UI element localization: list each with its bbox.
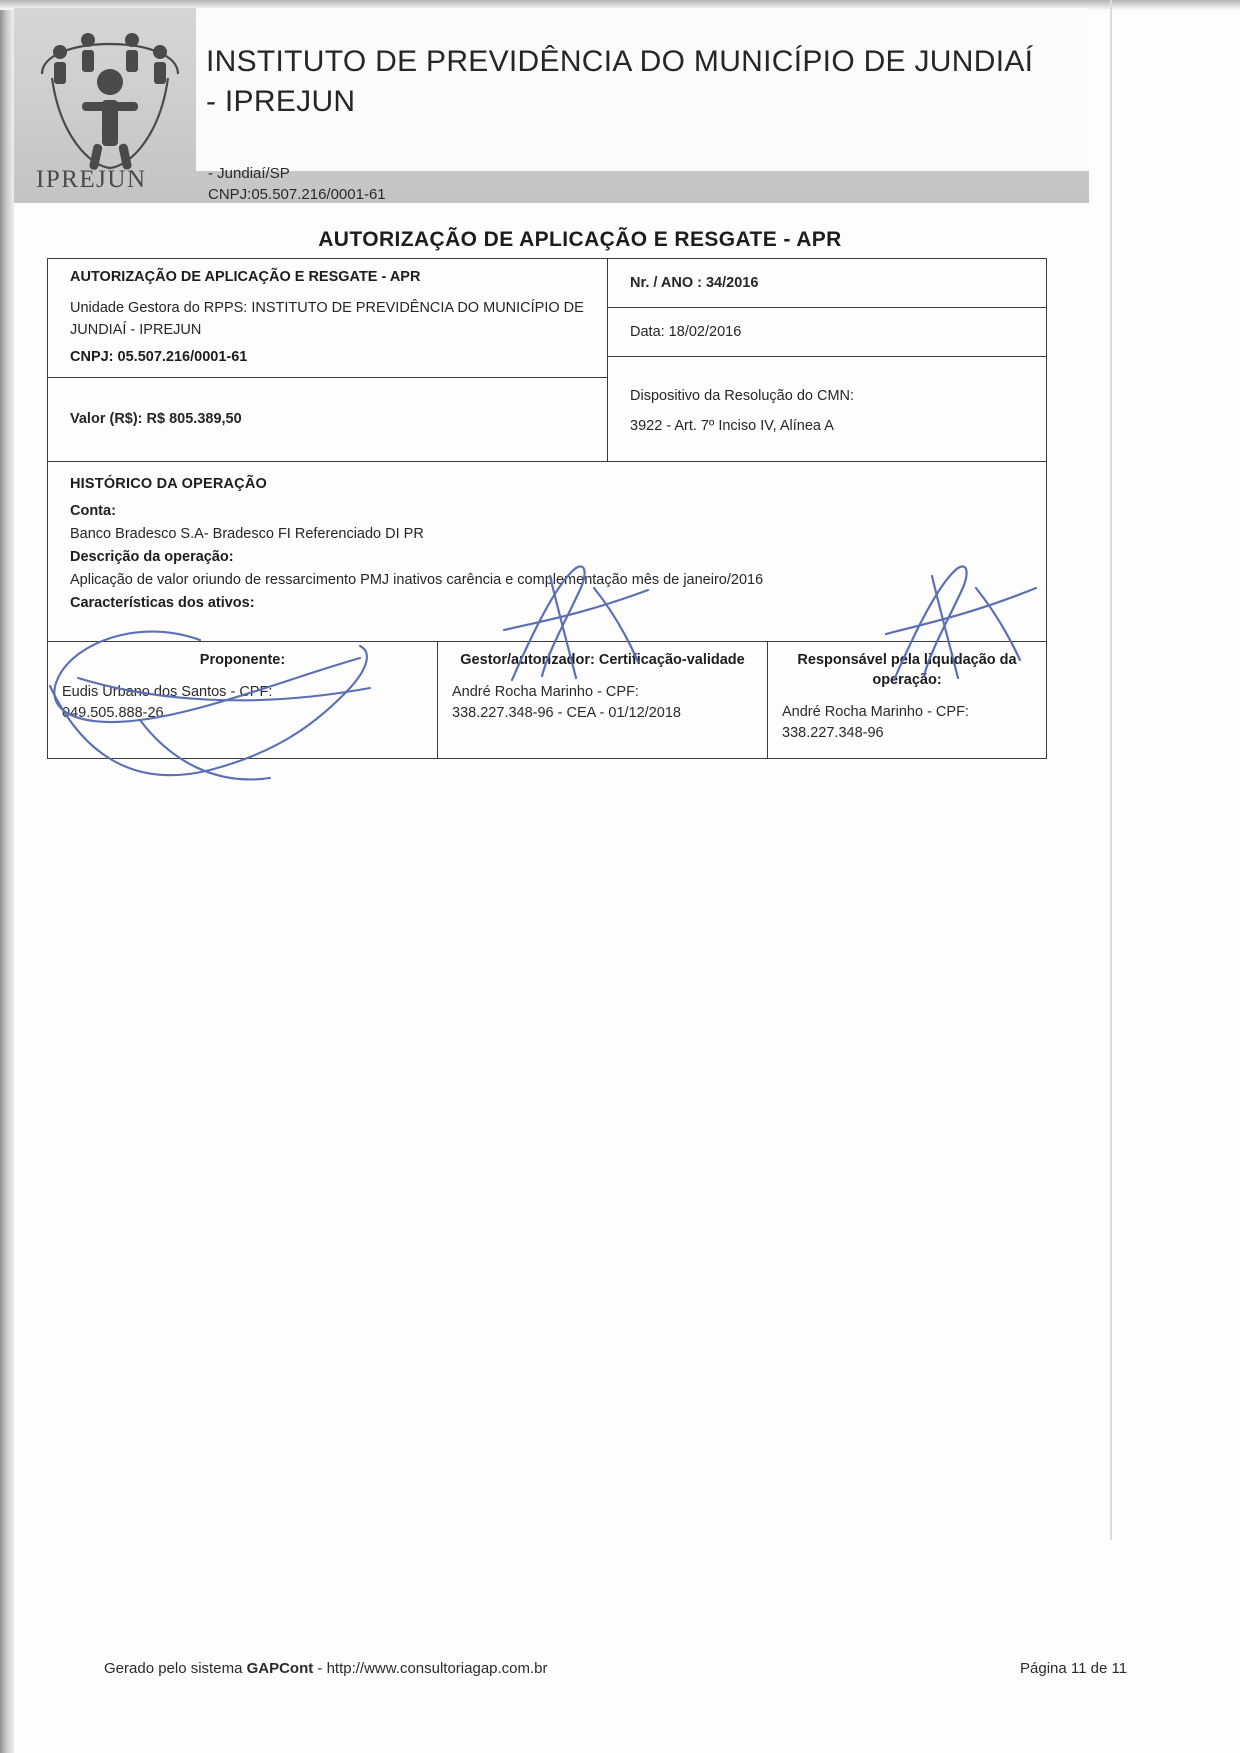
historico-title: HISTÓRICO DA OPERAÇÃO <box>70 476 268 492</box>
organization-title: INSTITUTO DE PREVIDÊNCIA DO MUNICÍPIO DE JUNDIAÍ - IPREJUN <box>206 45 1034 118</box>
valor-cell <box>48 378 608 462</box>
identification-cnpj: CNPJ: 05.507.216/0001-61 <box>70 349 248 365</box>
scan-edge-artifact <box>0 0 14 1753</box>
footer-brand: GAPCont <box>246 1660 314 1677</box>
apr-form-table <box>47 258 1047 759</box>
dispositivo-value: 3922 - Art. 7º Inciso IV, Alínea A <box>630 418 834 434</box>
signature-detail: 338.227.348-96 - CEA - 01/12/2018 <box>452 705 681 721</box>
signature-block-gestor <box>438 642 768 758</box>
signature-name: Eudis Urbano dos Santos - CPF: <box>62 684 273 700</box>
descricao-label: Descrição da operação: <box>70 549 234 565</box>
data-cell <box>608 308 1046 357</box>
dispositivo-cell <box>608 378 1046 462</box>
signature-block-proponente <box>48 642 438 758</box>
footer-generated-by <box>104 1660 548 1677</box>
identification-cell <box>48 259 608 378</box>
data-value: Data: 18/02/2016 <box>630 324 742 340</box>
descricao-value: Aplicação de valor oriundo de ressarcimento PMJ inativos carência e complementação mês de janeiro/2016 <box>70 572 764 588</box>
table-row-signatures <box>48 642 1046 758</box>
identification-unidade: Unidade Gestora do RPPS: INSTITUTO DE PREVIDÊNCIA DO MUNICÍPIO DE JUNDIAÍ - IPREJUN <box>70 300 584 338</box>
dispositivo-label: Dispositivo da Resolução do CMN: <box>630 388 855 404</box>
signature-name: André Rocha Marinho - CPF: <box>782 704 969 720</box>
caracteristicas-label: Características dos ativos: <box>70 595 255 611</box>
signature-title: Gestor/autorizador: Certificação-validade <box>460 652 745 668</box>
page-title: AUTORIZAÇÃO DE APLICAÇÃO E RESGATE - APR <box>318 228 842 251</box>
table-row-historico <box>48 462 1046 642</box>
nr-ano-cell <box>608 259 1046 308</box>
logo-wordmark: IPREJUN <box>36 166 147 193</box>
identification-title: AUTORIZAÇÃO DE APLICAÇÃO E RESGATE - APR <box>70 269 421 285</box>
signature-title: Responsável pela liquidação da operação: <box>797 652 1017 688</box>
number-date-column <box>608 259 1046 378</box>
signature-name: André Rocha Marinho - CPF: <box>452 684 639 700</box>
organization-cnpj: CNPJ:05.507.216/0001-61 <box>208 186 386 203</box>
footer-text-post: - http://www.consultoriagap.com.br <box>313 1660 548 1677</box>
historico-cell <box>48 462 1046 641</box>
footer-text-pre: Gerado pelo sistema <box>104 1660 247 1677</box>
valor-value: Valor (R$): R$ 805.389,50 <box>70 410 242 427</box>
table-row-identification <box>48 259 1046 378</box>
conta-label: Conta: <box>70 503 116 519</box>
footer-page-number: Página 11 de 11 <box>1020 1660 1128 1677</box>
organization-city: - Jundiaí/SP <box>208 165 290 182</box>
signature-detail: 049.505.888-26 <box>62 705 164 721</box>
signature-title: Proponente: <box>199 652 286 668</box>
signature-detail: 338.227.348-96 <box>782 725 884 741</box>
nr-ano-value: Nr. / ANO : 34/2016 <box>630 275 759 291</box>
conta-value: Banco Bradesco S.A- Bradesco FI Referenciado DI PR <box>70 526 424 542</box>
signature-block-responsavel <box>768 642 1046 758</box>
table-row-value <box>48 378 1046 462</box>
